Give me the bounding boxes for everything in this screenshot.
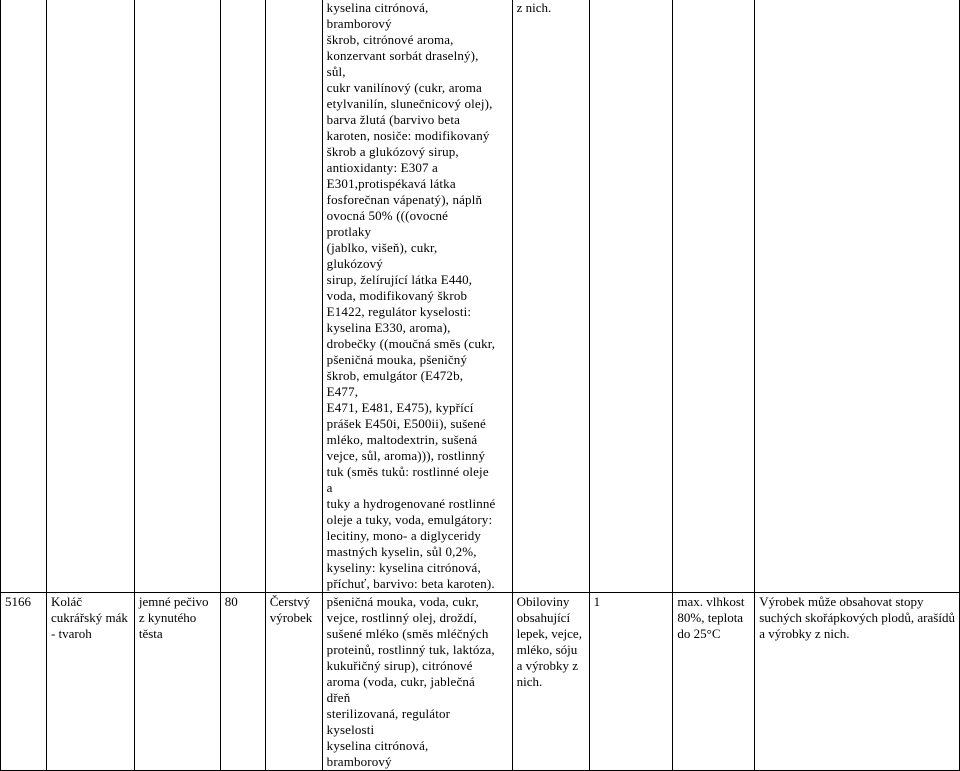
product-type-cell: [265, 593, 322, 771]
cell-empty: [589, 0, 673, 593]
storage-cell: [673, 593, 755, 771]
product-name: Koláč cukrářský mák - tvaroh: [50, 594, 128, 641]
cell-empty: [755, 0, 960, 593]
ingredients-cell: [322, 593, 512, 771]
cell-empty: [1, 0, 47, 593]
cell-empty: [134, 0, 220, 593]
allergens-tail-cell: [512, 0, 589, 593]
allergen-note: Výrobek může obsahovat stopy suchých skořápkových plodů, arašídů a výrobky z nich.: [759, 594, 955, 641]
product-weight: 80: [224, 594, 238, 609]
cell-empty: [220, 0, 265, 593]
product-category-cell: [134, 593, 220, 771]
ingredients-continued-text: kyselina citrónová, bramborový škrob, citrónové aroma, konzervant sorbát draselný), sůl, cukr vanilínový (cukr, aroma etylvanilín, slunečnicový olej), barva žlutá (barvivo beta karoten, nosiče: modifikovaný škrob a glukózový sirup, antioxidanty: E307 a E301,protispékavá látka fosforečnan vápenatý), náplň ovocná 50% (((ovocné protlaky (jablko, višeň), cukr, glukózový sirup, želírující látka E440, voda, modifikovaný škrob E1422, regulátor kyselosti: kyselina E330, aroma), drobečky ((moučná směs (cukr, pšeničná mouka, pšeničný škrob, emulgátor (E472b, E477, E471, E481, E475), kypřící prášek E450i, E500ii), sušené mléko, maltodextrin, sušená vejce, sůl, aroma))), rostlinný tuk (směs tuků: rostlinné oleje a tuky a hydrogenované rostlinné oleje a tuky, voda, emulgátory: lecitiny, mono- a diglyceridy mastných kyselin, sůl 0,2%, kyseliny: kyselina citrónová, příchuť, barvivo: beta karoten).: [326, 0, 496, 591]
ingredients-text: pšeničná mouka, voda, cukr, vejce, rostlinný olej, droždí, sušené mléko (směs mléčných proteinů, rostlinný tuk, laktóza, kukuřičný sirup), citrónové aroma (voda, cukr, jablečná dřeň sterilizovaná, regulátor kyselosti kyselina citrónová, bramborový: [326, 594, 495, 769]
storage-conditions: max. vlhkost 80%, teplota do 25°C: [677, 594, 745, 641]
product-code: 5166: [5, 594, 31, 609]
cell-empty: [265, 0, 322, 593]
cell-empty: [673, 0, 755, 593]
product-category: jemné pečivo z kynutého těsta: [138, 594, 209, 641]
cell-empty: [46, 0, 134, 593]
product-code-cell: [1, 593, 47, 771]
product-weight-cell: [220, 593, 265, 771]
note-cell: [755, 593, 960, 771]
ingredients-continued-cell: [322, 0, 512, 593]
table-row: [1, 0, 960, 593]
product-name-cell: [46, 593, 134, 771]
shelf-life-cell: [589, 593, 673, 771]
table-row: [1, 593, 960, 771]
shelf-life: 1: [593, 594, 601, 609]
allergens-tail-text: z nich.: [516, 0, 552, 15]
allergens-text: Obiloviny obsahující lepek, vejce, mléko, sóju a výrobky z nich.: [516, 594, 582, 689]
allergens-cell: [512, 593, 589, 771]
product-type: Čerstvý výrobek: [269, 594, 313, 625]
